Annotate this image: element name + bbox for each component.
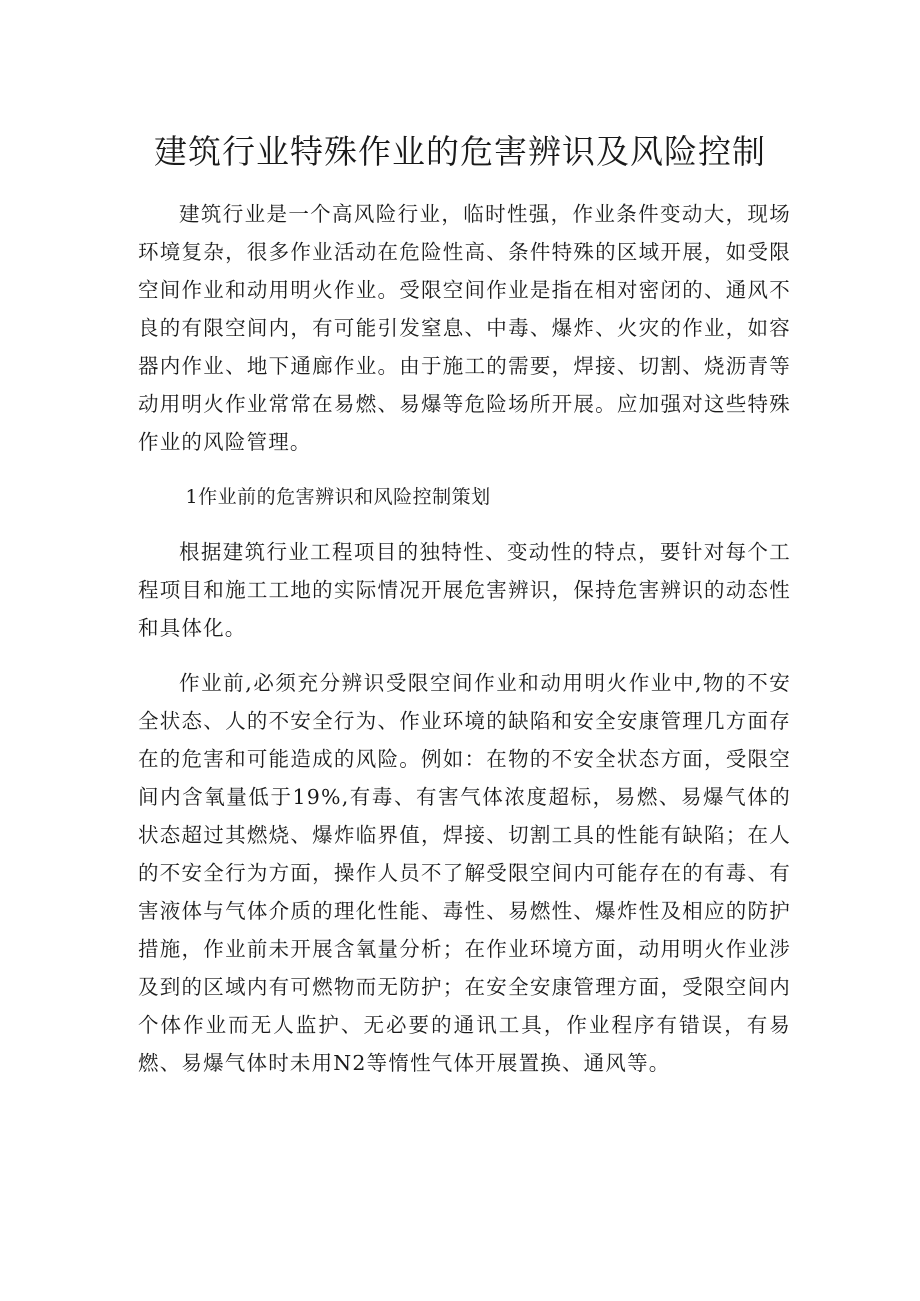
section-heading: 1作业前的危害辨识和风险控制策划 — [185, 486, 491, 508]
document-title: 建筑行业特殊作业的危害辨识及风险控制 — [154, 132, 766, 171]
body-paragraph: 作业前,必须充分辨识受限空间作业和动用明火作业中,物的不安全状态、人的不安全行为、作业环境的缺陷和安全安康管理几方面存在的危害和可能造成的风险。例如：在物的不安全状态方面，受限空间内含氧量低于19%,有毒、有害气体浓度超标，易燃、易爆气体的状态超过其燃烧、爆炸临界值，焊接、切割工具的性能有缺陷；在人的不安全行为方面，操作人员不了解受限空间内可能存在的有毒、有害液体与气体介质的理化性能、毒性、易燃性、爆炸性及相应的防护措施，作业前未开展含氧量分析；在作业环境方面，动用明火作业涉及到的区域内有可燃物而无防护；在安全安康管理方面，受限空间内个体作业而无人监护、无必要的通讯工具，作业程序有错误，有易燃、易爆气体时未用N2等惰性气体开展置换、通风等。 — [138, 671, 791, 1075]
body-paragraph: 根据建筑行业工程项目的独特性、变动性的特点，要针对每个工程项目和施工工地的实际情况开展危害辨识，保持危害辨识的动态性和具体化。 — [138, 540, 791, 640]
document-body — [138, 195, 791, 1099]
intro-paragraph: 建筑行业是一个高风险行业，临时性强，作业条件变动大，现场环境复杂，很多作业活动在危险性高、条件特殊的区域开展，如受限空间作业和动用明火作业。受限空间作业是指在相对密闭的、通风不良的有限空间内，有可能引发窒息、中毒、爆炸、火灾的作业，如容器内作业、地下通廊作业。由于施工的需要，焊接、切割、烧沥青等动用明火作业常常在易燃、易爆等危险场所开展。应加强对这些特殊作业的风险管理。 — [138, 202, 791, 454]
